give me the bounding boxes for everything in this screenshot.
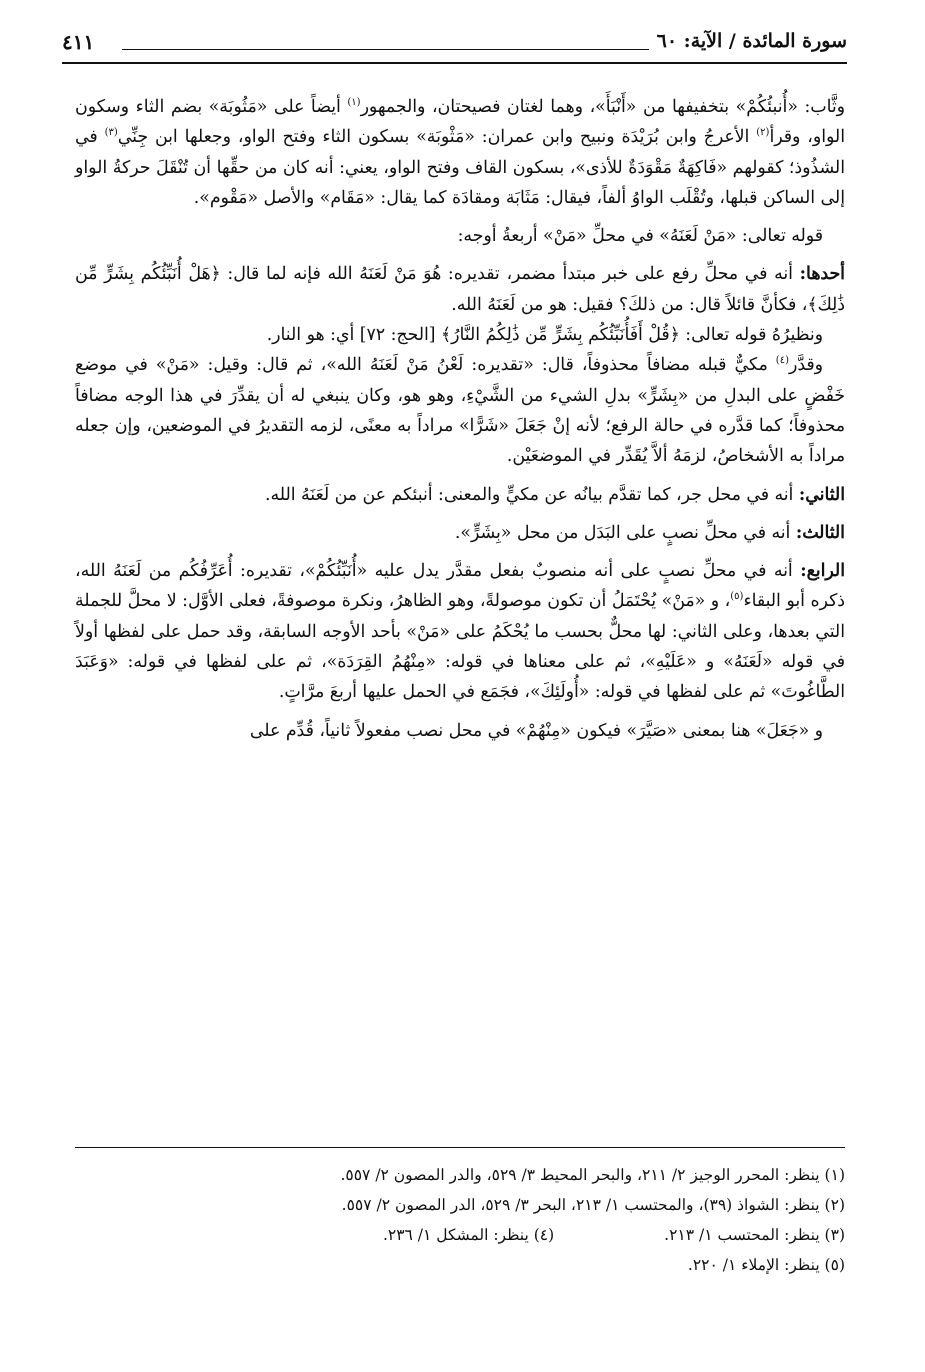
section-lead: الثالث:: [795, 522, 845, 543]
text-run: الأعرجُ وابن بُرَيْدَة ونبيح وابن عمران: «مَثْوبَة» بسكون الثاء وفتح الواو، وجعلها ابن جِنِّي: [117, 127, 757, 148]
text-run: في الشذُوذ؛ كقولهم «فَاكِهَةٌ مَقْوَدَةٌ للأذى»، بسكون القاف وفتح الواو، يعني: أنه كان من حقِّها أن تُنْقَلَ حركةُ الواو إلى الساكن قبلها، وتُقْلَب الواوُ ألفاً، فيقال: مَثَابَة ومقادَة كما يقال: «مَقَام» والأصل «مَقْوم».: [75, 127, 845, 208]
text-run: أنه في محل جر، كما تقدَّم بيانُه عن مكيٍّ والمعنى: أنبئكم عن من لَعَنَهُ الله.: [265, 484, 799, 505]
text-run: أنه في محلِّ نصبٍ على البَدَل من محل «بِشَرٍّ».: [454, 522, 796, 543]
paragraph-2: قوله تعالى: «مَنْ لَعَنَهُ» في محلِّ «مَنْ» أربعةُ أوجه:: [457, 226, 823, 247]
paragraph-first-aspect: [75, 259, 845, 320]
footnote-ref[interactable]: (٢): [756, 127, 770, 139]
footnote-row: [75, 1220, 845, 1250]
text-run: وثَّاب: «أُنبئُكُمْ» بتخفيفها من «أَنْبَأَ»، وهما لغتان فصيحتان، والجمهور: [360, 97, 845, 117]
running-title: سورة المائدة / الآية: ٦٠: [649, 30, 847, 52]
paragraph-5: [75, 350, 845, 471]
paragraph-4: ونظيرُهُ قوله تعالى: ﴿قُلْ أَفَأُنَبِّئُكُم بِشَرٍّ مِّن ذَٰلِكُمُ النَّارُ﴾ [الحج: ٧٢] أي: هو النار.: [266, 325, 823, 346]
text-run: أنه في محلِّ رفع على خبر مبتدأ مضمر، تقديره: هُوَ مَنْ لَعَنَهُ الله فإنه لما قال: ﴿هَلْ أُنَبِّئُكُم بِشَرٍّ مِّن ذَٰلِكَ﴾، فكأنَّ قائلاً قال: من ذلكَ؟ فقيل: هو من لَعَنَهُ الله.: [75, 264, 845, 315]
page-number: ٤١١: [62, 30, 102, 54]
section-lead: الرابع:: [800, 561, 845, 582]
footnote-ref[interactable]: (٣): [104, 127, 118, 139]
text-run: ، و «مَنْ» يُحْتَمَلُ أن تكون موصولةً، وهو الظاهرُ، ونكرة موصوفةً، فعلى الأوَّل: لا محلَّ للجملة التي بعدها، وعلى الثاني: لها محلٌّ بحسب ما يُحْكَمُ على «مَنْ» بأحد الأوجه السابقة، وقد حمل على لفظها أولاً في قوله «لَعَنَهُ» و «عَلَيْهِ»، ثم على معناها في قوله: «مِنْهُمُ القِرَدَة»، ثم على لفظها في قوله: «وَعَبَدَ الطَّاغُوتَ» ثم على لفظها في قوله: «أُولَئِكَ»، فجَمَع في الحمل عليها أربعَ مرَّاتٍ.: [75, 591, 845, 703]
footnote-3: (٣) ينظر: المحتسب ١/ ٢١٣.: [664, 1226, 845, 1244]
text-run: أيضاً على «مَثُوبَة» بضم الثاء وسكون الواو، وقرأ: [75, 97, 846, 148]
text-run: وقدَّر: [788, 355, 823, 376]
section-lead: أحدها:: [799, 264, 845, 285]
page-header: [62, 22, 847, 64]
footnote-2: (٢) ينظر: الشواذ (٣٩)، والمحتسب ١/ ٢١٣، البحر ٣/ ٥٢٩، الدر المصون ٢/ ٥٥٧.: [341, 1196, 845, 1214]
paragraph-second-aspect: [75, 480, 845, 510]
paragraph-9: و «جَعَلَ» هنا بمعنى «صَيَّرَ» فيكون «مِنْهُمْ» في محل نصب مفعولاً ثانياً، قُدِّم على: [249, 720, 823, 741]
main-text: [75, 92, 845, 746]
footnote-1: (١) ينظر: المحرر الوجيز ٢/ ٢١١، والبحر المحيط ٣/ ٥٢٩، والدر المصون ٢/ ٥٥٧.: [340, 1166, 845, 1184]
footnotes: [75, 1147, 845, 1280]
footnote-5: (٥) ينظر: الإملاء ١/ ٢٢٠.: [687, 1256, 845, 1274]
footnote-ref[interactable]: (١): [347, 97, 361, 109]
paragraph-1: [75, 92, 845, 213]
section-lead: الثاني:: [798, 484, 845, 505]
text-run: أنه في محلِّ نصبٍ على أنه منصوبٌ بفعل مقدَّر يدل عليه «أُنَبِّئُكُمْ»، تقديره: أُعَرِّفُكُم من لَعَنَهُ الله، ذكره أبو البقاء: [75, 561, 846, 612]
footnote-ref[interactable]: (٤): [775, 355, 789, 367]
footnote-ref[interactable]: (٥): [730, 591, 744, 603]
paragraph-third-aspect: [75, 518, 845, 548]
footnote-4: (٤) ينظر: المشكل ١/ ٢٣٦.: [382, 1226, 555, 1244]
paragraph-fourth-aspect: [75, 556, 845, 707]
header-rule: [122, 49, 652, 50]
text-run: مكيٌّ قبله مضافاً محذوفاً، قال: «تقديره: لَعْنُ مَنْ لَعَنَهُ الله»، ثم قال: وقيل: «مَنْ» في موضع خَفْضٍ على البدلِ من «بِشَرٍّ» بدلِ الشيء من الشَّيْءِ، وهو هو، وكان ينبغي له أن يقدِّرَ في هذا الوجه مضافاً محذوفاً؛ كما قدَّره في حالة الرفع؛ لأنه إنْ جَعَلَ «شَرًّا» مراداً به معنًى، لزمه التقديرُ في الموضعين، وإن جعله مراداً به الأشخاصُ، لزمَهُ ألاَّ يُقَدِّر في الموضعَيْن.: [75, 355, 845, 467]
